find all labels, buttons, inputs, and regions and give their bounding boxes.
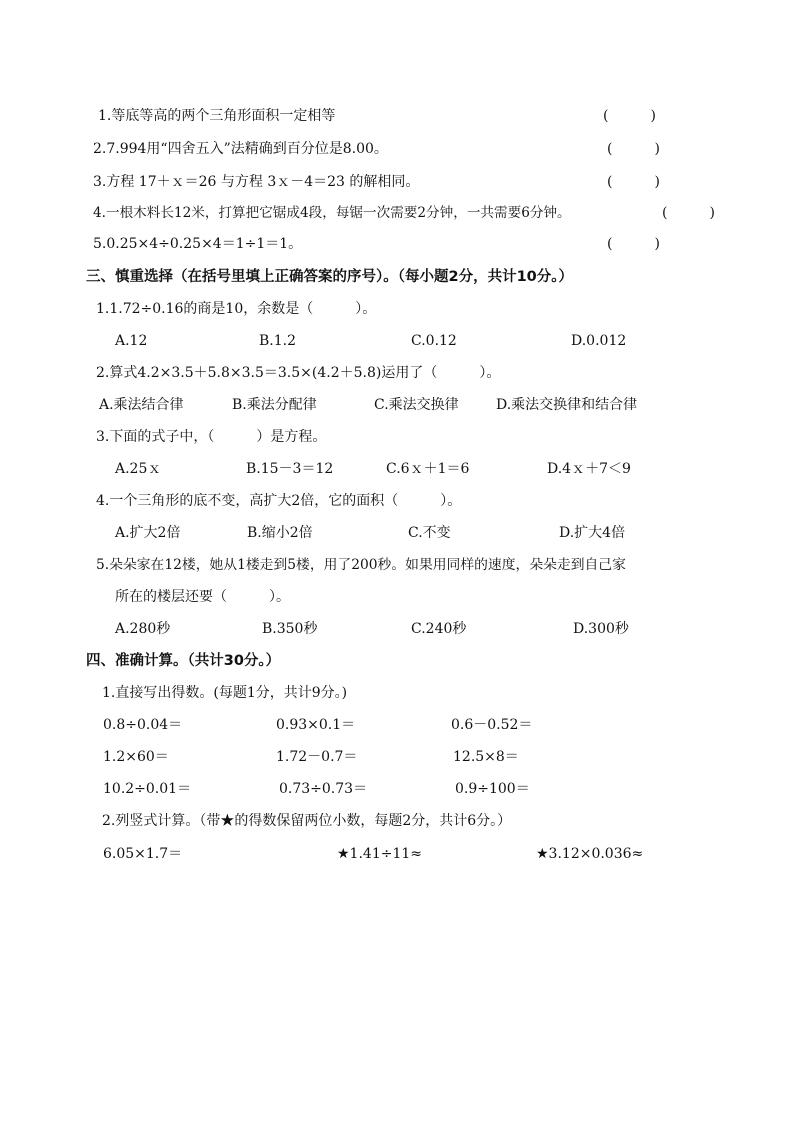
judge-item-2: 2.7.994用“四舍五入”法精确到百分位是8.00。 xyxy=(93,141,388,157)
choice-q2-option-b[interactable]: B.乘法分配律 xyxy=(232,397,317,413)
answer-blank-judge-2[interactable]: ( ) xyxy=(607,141,660,157)
calc-expression: 10.2÷0.01＝ xyxy=(103,781,192,797)
choice-q3-stem: 3.下面的式子中，（ ）是方程。 xyxy=(96,429,327,445)
choice-q4-option-d[interactable]: D.扩大4倍 xyxy=(559,525,626,541)
choice-q2-stem: 2.算式4.2×3.5＋5.8×3.5＝3.5×(4.2＋5.8)运用了（ ）。 xyxy=(96,365,501,381)
calc-expression: 1.2×60＝ xyxy=(103,749,169,765)
choice-q4-option-b[interactable]: B.缩小2倍 xyxy=(247,525,313,541)
vertical-calc-expression: ★3.12×0.036≈ xyxy=(536,846,644,862)
choice-q3-option-a[interactable]: A.25ｘ xyxy=(115,461,162,477)
choice-q2-option-d[interactable]: D.乘法交换律和结合律 xyxy=(496,397,638,413)
answer-blank-judge-4[interactable]: ( ) xyxy=(662,205,715,221)
answer-blank-judge-3[interactable]: ( ) xyxy=(607,174,660,190)
choice-q4-option-c[interactable]: C.不变 xyxy=(408,525,451,541)
calc-expression: 0.73÷0.73＝ xyxy=(279,781,368,797)
vertical-calc-expression: 6.05×1.7＝ xyxy=(103,846,183,862)
judge-item-3: 3.方程 17＋ｘ＝26 与方程 3ｘ－4＝23 的解相同。 xyxy=(93,174,420,190)
calc-expression: 0.8÷0.04＝ xyxy=(103,717,183,733)
calc-sub2-heading: 2.列竖式计算。（带★的得数保留两位小数，每题2分，共计6分。） xyxy=(102,813,512,829)
section-choice-heading: 三、慎重选择（在括号里填上正确答案的序号）。（每小题2分，共计10分。） xyxy=(86,269,574,285)
judge-item-1: 1.等底等高的两个三角形面积一定相等 xyxy=(98,108,336,124)
answer-blank-judge-1[interactable]: ( ) xyxy=(603,108,656,124)
choice-q2-option-c[interactable]: C.乘法交换律 xyxy=(374,397,459,413)
calc-expression: 0.9÷100＝ xyxy=(455,781,530,797)
choice-q3-option-d[interactable]: D.4ｘ＋7＜9 xyxy=(547,461,631,477)
section-calc-heading: 四、准确计算。（共计30分。） xyxy=(86,653,281,669)
choice-q4-stem: 4.一个三角形的底不变，高扩大2倍，它的面积（ ）。 xyxy=(96,493,462,509)
choice-q1-stem: 1.1.72÷0.16的商是10，余数是（ ）。 xyxy=(96,301,377,317)
choice-q2-option-a[interactable]: A.乘法结合律 xyxy=(99,397,184,413)
choice-q5-option-d[interactable]: D.300秒 xyxy=(573,621,629,637)
calc-expression: 12.5×8＝ xyxy=(453,749,519,765)
choice-q4-option-a[interactable]: A.扩大2倍 xyxy=(115,525,181,541)
answer-blank-judge-5[interactable]: ( ) xyxy=(607,236,660,252)
choice-q5-option-b[interactable]: B.350秒 xyxy=(262,621,318,637)
choice-q5-stem-continued: 所在的楼层还要（ ）。 xyxy=(115,589,290,605)
choice-q1-option-d[interactable]: D.0.012 xyxy=(571,333,627,349)
choice-q5-option-c[interactable]: C.240秒 xyxy=(411,621,467,637)
calc-expression: 1.72－0.7＝ xyxy=(276,749,358,765)
judge-item-5: 5.0.25×4÷0.25×4＝1÷1＝1。 xyxy=(93,236,303,252)
choice-q1-option-c[interactable]: C.0.12 xyxy=(411,333,457,349)
vertical-calc-expression: ★1.41÷11≈ xyxy=(337,846,422,862)
choice-q3-option-b[interactable]: B.15－3＝12 xyxy=(246,461,334,477)
choice-q5-option-a[interactable]: A.280秒 xyxy=(115,621,171,637)
choice-q1-option-b[interactable]: B.1.2 xyxy=(259,333,297,349)
judge-item-4: 4.一根木料长12米，打算把它锯成4段，每锯一次需要2分钟，一共需要6分钟。 xyxy=(93,205,571,221)
calc-expression: 0.6－0.52＝ xyxy=(451,717,533,733)
choice-q1-option-a[interactable]: A.12 xyxy=(115,333,148,349)
calc-sub1-heading: 1.直接写出得数。(每题1分，共计9分。) xyxy=(102,685,348,701)
choice-q3-option-c[interactable]: C.6ｘ＋1＝6 xyxy=(386,461,470,477)
calc-expression: 0.93×0.1＝ xyxy=(276,717,356,733)
choice-q5-stem: 5.朵朵家在12楼，她从1楼走到5楼，用了200秒。如果用同样的速度，朵朵走到自己家 xyxy=(96,557,626,573)
